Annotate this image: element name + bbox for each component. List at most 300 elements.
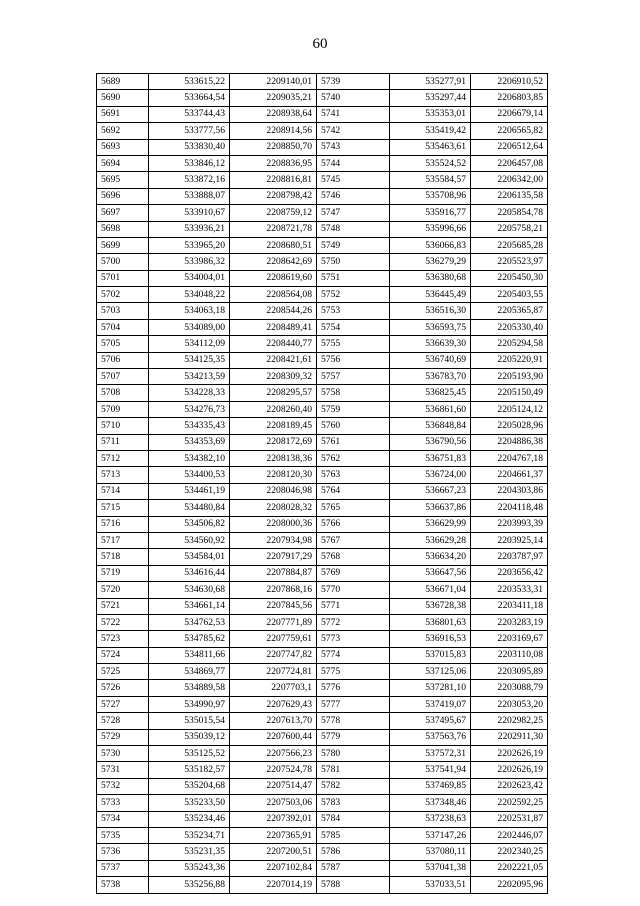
table-row bbox=[97, 483, 548, 499]
table-row bbox=[97, 254, 548, 270]
y-coordinate-right: 2206910,52 bbox=[471, 74, 548, 90]
y-coordinate-left: 2208189,45 bbox=[230, 418, 317, 434]
table-row bbox=[97, 123, 548, 139]
y-coordinate-left: 2207703,1 bbox=[230, 680, 317, 696]
table-row bbox=[97, 795, 548, 811]
y-coordinate-right: 2203656,42 bbox=[471, 565, 548, 581]
point-number-right: 5769 bbox=[317, 565, 390, 581]
point-number-right: 5776 bbox=[317, 680, 390, 696]
y-coordinate-left: 2208938,64 bbox=[230, 106, 317, 122]
point-number-right: 5749 bbox=[317, 237, 390, 253]
x-coordinate-right: 535996,66 bbox=[390, 221, 471, 237]
point-number-left: 5719 bbox=[97, 565, 149, 581]
point-number-left: 5690 bbox=[97, 90, 149, 106]
y-coordinate-left: 2207868,16 bbox=[230, 582, 317, 598]
x-coordinate-left: 534889,58 bbox=[149, 680, 230, 696]
x-coordinate-right: 536728,38 bbox=[390, 598, 471, 614]
x-coordinate-right: 535297,44 bbox=[390, 90, 471, 106]
y-coordinate-left: 2207747,82 bbox=[230, 647, 317, 663]
point-number-right: 5762 bbox=[317, 450, 390, 466]
table-row bbox=[97, 352, 548, 368]
table-row bbox=[97, 582, 548, 598]
x-coordinate-right: 536639,30 bbox=[390, 336, 471, 352]
x-coordinate-right: 536751,83 bbox=[390, 450, 471, 466]
point-number-right: 5786 bbox=[317, 844, 390, 860]
point-number-right: 5773 bbox=[317, 631, 390, 647]
point-number-right: 5757 bbox=[317, 369, 390, 385]
point-number-right: 5742 bbox=[317, 123, 390, 139]
y-coordinate-left: 2207724,81 bbox=[230, 664, 317, 680]
x-coordinate-right: 535419,42 bbox=[390, 123, 471, 139]
x-coordinate-left: 534335,43 bbox=[149, 418, 230, 434]
table-row bbox=[97, 401, 548, 417]
x-coordinate-right: 537238,63 bbox=[390, 811, 471, 827]
y-coordinate-right: 2204303,86 bbox=[471, 483, 548, 499]
table-row bbox=[97, 385, 548, 401]
y-coordinate-right: 2205523,97 bbox=[471, 254, 548, 270]
y-coordinate-right: 2202446,07 bbox=[471, 827, 548, 843]
table-row bbox=[97, 74, 548, 90]
point-number-right: 5764 bbox=[317, 483, 390, 499]
point-number-right: 5756 bbox=[317, 352, 390, 368]
y-coordinate-left: 2208721,78 bbox=[230, 221, 317, 237]
x-coordinate-right: 537419,07 bbox=[390, 696, 471, 712]
x-coordinate-right: 537015,83 bbox=[390, 647, 471, 663]
page-number: 60 bbox=[312, 36, 328, 52]
point-number-left: 5706 bbox=[97, 352, 149, 368]
y-coordinate-left: 2208759,12 bbox=[230, 205, 317, 221]
y-coordinate-right: 2202531,87 bbox=[471, 811, 548, 827]
point-number-right: 5753 bbox=[317, 303, 390, 319]
table-row bbox=[97, 434, 548, 450]
coordinates-table-body bbox=[97, 74, 548, 894]
table-row bbox=[97, 713, 548, 729]
point-number-left: 5695 bbox=[97, 172, 149, 188]
point-number-right: 5788 bbox=[317, 877, 390, 893]
point-number-left: 5702 bbox=[97, 287, 149, 303]
point-number-left: 5701 bbox=[97, 270, 149, 286]
x-coordinate-left: 533888,07 bbox=[149, 188, 230, 204]
x-coordinate-right: 537495,67 bbox=[390, 713, 471, 729]
point-number-right: 5746 bbox=[317, 188, 390, 204]
y-coordinate-right: 2206565,82 bbox=[471, 123, 548, 139]
point-number-left: 5731 bbox=[97, 762, 149, 778]
y-coordinate-left: 2208138,36 bbox=[230, 450, 317, 466]
x-coordinate-right: 535353,01 bbox=[390, 106, 471, 122]
point-number-right: 5761 bbox=[317, 434, 390, 450]
y-coordinate-left: 2209035,21 bbox=[230, 90, 317, 106]
table-row bbox=[97, 90, 548, 106]
x-coordinate-left: 533965,20 bbox=[149, 237, 230, 253]
y-coordinate-right: 2206457,08 bbox=[471, 155, 548, 171]
point-number-left: 5734 bbox=[97, 811, 149, 827]
x-coordinate-right: 535524,52 bbox=[390, 155, 471, 171]
table-row bbox=[97, 319, 548, 335]
x-coordinate-right: 537041,38 bbox=[390, 860, 471, 876]
y-coordinate-left: 2207503,06 bbox=[230, 795, 317, 811]
point-number-left: 5700 bbox=[97, 254, 149, 270]
point-number-right: 5775 bbox=[317, 664, 390, 680]
y-coordinate-left: 2208619,60 bbox=[230, 270, 317, 286]
y-coordinate-left: 2208172,69 bbox=[230, 434, 317, 450]
point-number-left: 5733 bbox=[97, 795, 149, 811]
y-coordinate-right: 2205028,96 bbox=[471, 418, 548, 434]
point-number-right: 5787 bbox=[317, 860, 390, 876]
x-coordinate-left: 534125,35 bbox=[149, 352, 230, 368]
x-coordinate-right: 537080,11 bbox=[390, 844, 471, 860]
y-coordinate-left: 2208309,32 bbox=[230, 369, 317, 385]
point-number-left: 5735 bbox=[97, 827, 149, 843]
x-coordinate-left: 533615,22 bbox=[149, 74, 230, 90]
point-number-left: 5713 bbox=[97, 467, 149, 483]
point-number-left: 5708 bbox=[97, 385, 149, 401]
y-coordinate-right: 2206342,00 bbox=[471, 172, 548, 188]
x-coordinate-right: 536066,83 bbox=[390, 237, 471, 253]
point-number-right: 5741 bbox=[317, 106, 390, 122]
point-number-right: 5782 bbox=[317, 778, 390, 794]
x-coordinate-right: 536637,86 bbox=[390, 500, 471, 516]
table-row bbox=[97, 647, 548, 663]
x-coordinate-right: 537563,76 bbox=[390, 729, 471, 745]
table-row bbox=[97, 369, 548, 385]
table-row bbox=[97, 467, 548, 483]
x-coordinate-right: 537033,51 bbox=[390, 877, 471, 893]
table-row bbox=[97, 598, 548, 614]
x-coordinate-right: 535277,91 bbox=[390, 74, 471, 90]
y-coordinate-right: 2203533,31 bbox=[471, 582, 548, 598]
x-coordinate-right: 536825,45 bbox=[390, 385, 471, 401]
y-coordinate-right: 2205758,21 bbox=[471, 221, 548, 237]
x-coordinate-left: 535039,12 bbox=[149, 729, 230, 745]
point-number-left: 5707 bbox=[97, 369, 149, 385]
table-row bbox=[97, 532, 548, 548]
point-number-left: 5727 bbox=[97, 696, 149, 712]
y-coordinate-right: 2203993,39 bbox=[471, 516, 548, 532]
point-number-left: 5724 bbox=[97, 647, 149, 663]
point-number-right: 5744 bbox=[317, 155, 390, 171]
point-number-right: 5783 bbox=[317, 795, 390, 811]
table-row bbox=[97, 762, 548, 778]
x-coordinate-right: 536861,60 bbox=[390, 401, 471, 417]
point-number-right: 5781 bbox=[317, 762, 390, 778]
point-number-right: 5752 bbox=[317, 287, 390, 303]
y-coordinate-left: 2208440,77 bbox=[230, 336, 317, 352]
x-coordinate-left: 533846,12 bbox=[149, 155, 230, 171]
y-coordinate-left: 2207392,01 bbox=[230, 811, 317, 827]
point-number-right: 5747 bbox=[317, 205, 390, 221]
x-coordinate-left: 534506,82 bbox=[149, 516, 230, 532]
y-coordinate-right: 2202911,30 bbox=[471, 729, 548, 745]
table-row bbox=[97, 139, 548, 155]
x-coordinate-left: 534584,01 bbox=[149, 549, 230, 565]
point-number-left: 5703 bbox=[97, 303, 149, 319]
y-coordinate-right: 2203925,14 bbox=[471, 532, 548, 548]
x-coordinate-right: 535708,96 bbox=[390, 188, 471, 204]
point-number-left: 5699 bbox=[97, 237, 149, 253]
point-number-right: 5785 bbox=[317, 827, 390, 843]
x-coordinate-left: 534560,92 bbox=[149, 532, 230, 548]
y-coordinate-left: 2207014,19 bbox=[230, 877, 317, 893]
point-number-right: 5771 bbox=[317, 598, 390, 614]
x-coordinate-left: 534990,97 bbox=[149, 696, 230, 712]
y-coordinate-right: 2205150,49 bbox=[471, 385, 548, 401]
y-coordinate-left: 2207917,29 bbox=[230, 549, 317, 565]
y-coordinate-left: 2208642,69 bbox=[230, 254, 317, 270]
y-coordinate-right: 2205124,12 bbox=[471, 401, 548, 417]
point-number-right: 5748 bbox=[317, 221, 390, 237]
point-number-right: 5778 bbox=[317, 713, 390, 729]
table-row bbox=[97, 549, 548, 565]
x-coordinate-left: 534063,18 bbox=[149, 303, 230, 319]
point-number-left: 5730 bbox=[97, 746, 149, 762]
point-number-left: 5728 bbox=[97, 713, 149, 729]
point-number-right: 5763 bbox=[317, 467, 390, 483]
x-coordinate-left: 534112,09 bbox=[149, 336, 230, 352]
point-number-right: 5740 bbox=[317, 90, 390, 106]
y-coordinate-right: 2206135,58 bbox=[471, 188, 548, 204]
y-coordinate-right: 2206803,85 bbox=[471, 90, 548, 106]
y-coordinate-right: 2205450,30 bbox=[471, 270, 548, 286]
x-coordinate-left: 534353,69 bbox=[149, 434, 230, 450]
table-row bbox=[97, 746, 548, 762]
y-coordinate-right: 2205330,40 bbox=[471, 319, 548, 335]
table-row bbox=[97, 827, 548, 843]
point-number-right: 5755 bbox=[317, 336, 390, 352]
table-row bbox=[97, 860, 548, 876]
point-number-left: 5732 bbox=[97, 778, 149, 794]
table-row bbox=[97, 565, 548, 581]
point-number-right: 5754 bbox=[317, 319, 390, 335]
x-coordinate-right: 536634,20 bbox=[390, 549, 471, 565]
point-number-right: 5784 bbox=[317, 811, 390, 827]
point-number-right: 5751 bbox=[317, 270, 390, 286]
point-number-left: 5716 bbox=[97, 516, 149, 532]
y-coordinate-left: 2208816,81 bbox=[230, 172, 317, 188]
point-number-left: 5715 bbox=[97, 500, 149, 516]
x-coordinate-right: 536445,49 bbox=[390, 287, 471, 303]
y-coordinate-left: 2208489,41 bbox=[230, 319, 317, 335]
y-coordinate-left: 2207845,56 bbox=[230, 598, 317, 614]
x-coordinate-right: 536629,99 bbox=[390, 516, 471, 532]
table-row bbox=[97, 188, 548, 204]
point-number-right: 5743 bbox=[317, 139, 390, 155]
y-coordinate-right: 2202626,19 bbox=[471, 746, 548, 762]
x-coordinate-right: 536647,56 bbox=[390, 565, 471, 581]
x-coordinate-left: 534630,68 bbox=[149, 582, 230, 598]
coordinates-table bbox=[96, 73, 548, 894]
x-coordinate-left: 534048,22 bbox=[149, 287, 230, 303]
point-number-right: 5745 bbox=[317, 172, 390, 188]
x-coordinate-right: 537281,10 bbox=[390, 680, 471, 696]
y-coordinate-left: 2207524,78 bbox=[230, 762, 317, 778]
point-number-left: 5711 bbox=[97, 434, 149, 450]
x-coordinate-left: 533744,43 bbox=[149, 106, 230, 122]
point-number-right: 5772 bbox=[317, 614, 390, 630]
point-number-left: 5689 bbox=[97, 74, 149, 90]
x-coordinate-right: 535916,77 bbox=[390, 205, 471, 221]
y-coordinate-right: 2204118,48 bbox=[471, 500, 548, 516]
x-coordinate-right: 535463,61 bbox=[390, 139, 471, 155]
x-coordinate-left: 534228,33 bbox=[149, 385, 230, 401]
point-number-right: 5759 bbox=[317, 401, 390, 417]
x-coordinate-left: 535125,52 bbox=[149, 746, 230, 762]
point-number-right: 5760 bbox=[317, 418, 390, 434]
table-row bbox=[97, 205, 548, 221]
table-row bbox=[97, 155, 548, 171]
x-coordinate-right: 536724,00 bbox=[390, 467, 471, 483]
point-number-left: 5697 bbox=[97, 205, 149, 221]
x-coordinate-left: 534869,77 bbox=[149, 664, 230, 680]
point-number-left: 5723 bbox=[97, 631, 149, 647]
y-coordinate-right: 2205193,90 bbox=[471, 369, 548, 385]
x-coordinate-left: 534382,10 bbox=[149, 450, 230, 466]
y-coordinate-left: 2209140,01 bbox=[230, 74, 317, 90]
point-number-right: 5779 bbox=[317, 729, 390, 745]
x-coordinate-left: 534461,19 bbox=[149, 483, 230, 499]
y-coordinate-left: 2207514,47 bbox=[230, 778, 317, 794]
x-coordinate-right: 535584,57 bbox=[390, 172, 471, 188]
table-row bbox=[97, 270, 548, 286]
x-coordinate-right: 536380,68 bbox=[390, 270, 471, 286]
y-coordinate-right: 2205365,87 bbox=[471, 303, 548, 319]
point-number-left: 5694 bbox=[97, 155, 149, 171]
x-coordinate-left: 534276,73 bbox=[149, 401, 230, 417]
table-row bbox=[97, 237, 548, 253]
point-number-left: 5737 bbox=[97, 860, 149, 876]
x-coordinate-left: 535234,46 bbox=[149, 811, 230, 827]
point-number-left: 5709 bbox=[97, 401, 149, 417]
x-coordinate-left: 533910,67 bbox=[149, 205, 230, 221]
x-coordinate-left: 534762,53 bbox=[149, 614, 230, 630]
point-number-left: 5696 bbox=[97, 188, 149, 204]
x-coordinate-left: 535243,36 bbox=[149, 860, 230, 876]
table-row bbox=[97, 680, 548, 696]
y-coordinate-left: 2208680,51 bbox=[230, 237, 317, 253]
y-coordinate-left: 2207613,70 bbox=[230, 713, 317, 729]
point-number-right: 5739 bbox=[317, 74, 390, 90]
y-coordinate-right: 2202340,25 bbox=[471, 844, 548, 860]
x-coordinate-right: 536740,69 bbox=[390, 352, 471, 368]
x-coordinate-left: 533936,21 bbox=[149, 221, 230, 237]
y-coordinate-left: 2207884,87 bbox=[230, 565, 317, 581]
y-coordinate-left: 2208850,70 bbox=[230, 139, 317, 155]
table-row bbox=[97, 877, 548, 893]
point-number-left: 5705 bbox=[97, 336, 149, 352]
y-coordinate-left: 2207102,84 bbox=[230, 860, 317, 876]
point-number-left: 5698 bbox=[97, 221, 149, 237]
point-number-right: 5750 bbox=[317, 254, 390, 270]
y-coordinate-right: 2203053,20 bbox=[471, 696, 548, 712]
table-row bbox=[97, 500, 548, 516]
x-coordinate-right: 537469,85 bbox=[390, 778, 471, 794]
table-row bbox=[97, 729, 548, 745]
y-coordinate-left: 2208120,30 bbox=[230, 467, 317, 483]
point-number-left: 5736 bbox=[97, 844, 149, 860]
point-number-right: 5765 bbox=[317, 500, 390, 516]
x-coordinate-left: 533872,16 bbox=[149, 172, 230, 188]
y-coordinate-right: 2205220,91 bbox=[471, 352, 548, 368]
y-coordinate-left: 2208914,56 bbox=[230, 123, 317, 139]
point-number-left: 5722 bbox=[97, 614, 149, 630]
x-coordinate-left: 534400,53 bbox=[149, 467, 230, 483]
point-number-left: 5720 bbox=[97, 582, 149, 598]
x-coordinate-right: 536801,63 bbox=[390, 614, 471, 630]
table-row bbox=[97, 287, 548, 303]
x-coordinate-left: 535015,54 bbox=[149, 713, 230, 729]
x-coordinate-right: 536667,23 bbox=[390, 483, 471, 499]
point-number-left: 5714 bbox=[97, 483, 149, 499]
y-coordinate-left: 2208295,57 bbox=[230, 385, 317, 401]
x-coordinate-left: 535256,88 bbox=[149, 877, 230, 893]
table-row bbox=[97, 303, 548, 319]
x-coordinate-right: 536671,04 bbox=[390, 582, 471, 598]
y-coordinate-right: 2203787,97 bbox=[471, 549, 548, 565]
x-coordinate-right: 536848,84 bbox=[390, 418, 471, 434]
x-coordinate-left: 534004,01 bbox=[149, 270, 230, 286]
x-coordinate-right: 536916,53 bbox=[390, 631, 471, 647]
point-number-left: 5692 bbox=[97, 123, 149, 139]
point-number-left: 5693 bbox=[97, 139, 149, 155]
x-coordinate-left: 534616,44 bbox=[149, 565, 230, 581]
y-coordinate-left: 2208000,36 bbox=[230, 516, 317, 532]
point-number-right: 5780 bbox=[317, 746, 390, 762]
x-coordinate-left: 534213,59 bbox=[149, 369, 230, 385]
y-coordinate-right: 2206512,64 bbox=[471, 139, 548, 155]
point-number-left: 5726 bbox=[97, 680, 149, 696]
y-coordinate-left: 2207629,43 bbox=[230, 696, 317, 712]
table-row bbox=[97, 106, 548, 122]
y-coordinate-right: 2203411,18 bbox=[471, 598, 548, 614]
y-coordinate-left: 2207365,91 bbox=[230, 827, 317, 843]
point-number-left: 5725 bbox=[97, 664, 149, 680]
y-coordinate-left: 2208260,40 bbox=[230, 401, 317, 417]
point-number-left: 5738 bbox=[97, 877, 149, 893]
x-coordinate-right: 537147,26 bbox=[390, 827, 471, 843]
x-coordinate-left: 535233,50 bbox=[149, 795, 230, 811]
x-coordinate-left: 534089,00 bbox=[149, 319, 230, 335]
y-coordinate-right: 2205403,55 bbox=[471, 287, 548, 303]
y-coordinate-left: 2208564,08 bbox=[230, 287, 317, 303]
point-number-right: 5768 bbox=[317, 549, 390, 565]
point-number-right: 5774 bbox=[317, 647, 390, 663]
y-coordinate-right: 2203283,19 bbox=[471, 614, 548, 630]
x-coordinate-left: 533830,40 bbox=[149, 139, 230, 155]
y-coordinate-right: 2206679,14 bbox=[471, 106, 548, 122]
point-number-left: 5729 bbox=[97, 729, 149, 745]
y-coordinate-left: 2207200,51 bbox=[230, 844, 317, 860]
x-coordinate-left: 535234,71 bbox=[149, 827, 230, 843]
y-coordinate-left: 2208028,32 bbox=[230, 500, 317, 516]
x-coordinate-right: 537541,94 bbox=[390, 762, 471, 778]
y-coordinate-left: 2208544,26 bbox=[230, 303, 317, 319]
x-coordinate-right: 536516,30 bbox=[390, 303, 471, 319]
y-coordinate-right: 2203095,89 bbox=[471, 664, 548, 680]
table-row bbox=[97, 336, 548, 352]
point-number-right: 5758 bbox=[317, 385, 390, 401]
x-coordinate-left: 534785,62 bbox=[149, 631, 230, 647]
y-coordinate-right: 2205854,78 bbox=[471, 205, 548, 221]
y-coordinate-right: 2202095,96 bbox=[471, 877, 548, 893]
table-row bbox=[97, 696, 548, 712]
point-number-right: 5767 bbox=[317, 532, 390, 548]
point-number-left: 5712 bbox=[97, 450, 149, 466]
point-number-left: 5721 bbox=[97, 598, 149, 614]
x-coordinate-left: 533664,54 bbox=[149, 90, 230, 106]
y-coordinate-left: 2208046,98 bbox=[230, 483, 317, 499]
x-coordinate-left: 533986,32 bbox=[149, 254, 230, 270]
x-coordinate-right: 537572,31 bbox=[390, 746, 471, 762]
table-row bbox=[97, 811, 548, 827]
